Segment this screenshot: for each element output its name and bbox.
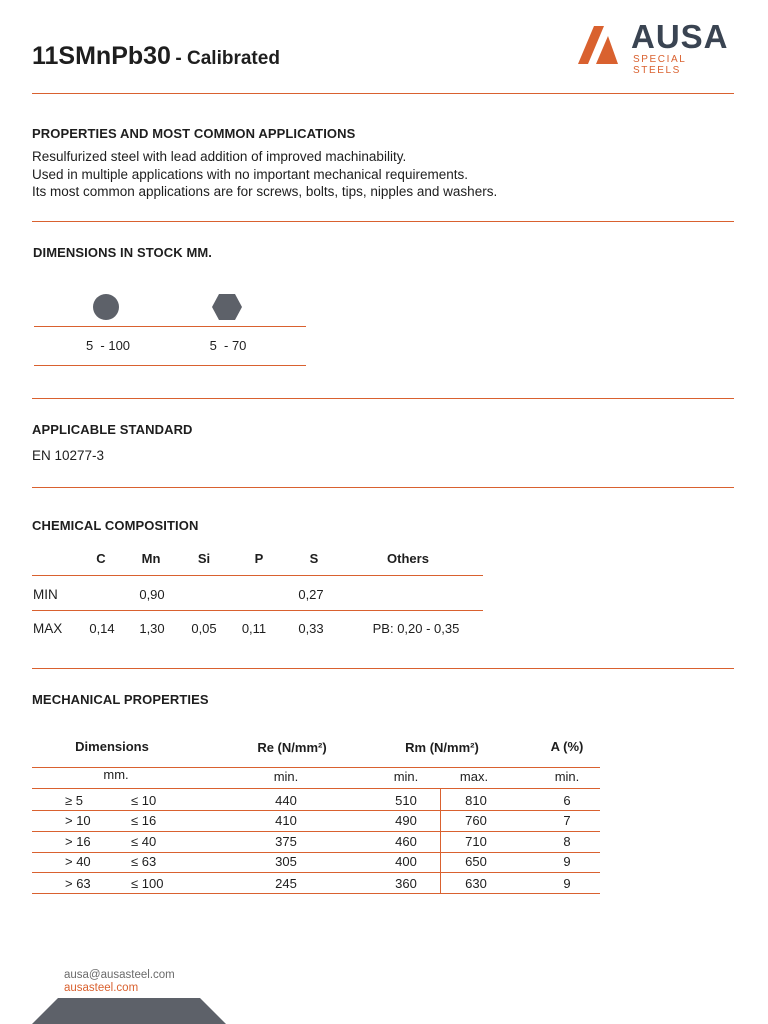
properties-line: Used in multiple applications with no important mechanical requirements.	[32, 166, 468, 182]
standard-heading: APPLICABLE STANDARD	[32, 422, 193, 437]
mech-a: 7	[563, 813, 571, 828]
chem-cell: 0,27	[298, 587, 324, 602]
mech-sub-mm: mm.	[103, 767, 129, 782]
properties-line: Its most common applications are for screws, bolts, tips, nipples and washers.	[32, 184, 498, 199]
chem-table-rule	[32, 575, 483, 576]
divider	[32, 221, 734, 222]
mech-rm-max: 650	[465, 854, 487, 869]
mech-sub-re-min: min.	[273, 769, 299, 784]
footer-email-link[interactable]: ausa@ausasteel.com	[64, 969, 175, 981]
mech-re: 440	[275, 793, 297, 808]
chem-cell: 0,33	[298, 621, 324, 636]
mech-table-rule	[32, 810, 600, 811]
mechanical-heading: MECHANICAL PROPERTIES	[32, 692, 209, 707]
mech-rm-min: 460	[395, 834, 417, 849]
mech-col-a: A (%)	[550, 739, 584, 754]
chem-col-p: P	[254, 551, 264, 566]
chem-col-c: C	[96, 551, 106, 566]
mech-re: 245	[275, 876, 297, 891]
mech-rm-max: 630	[465, 876, 487, 891]
steel-grade: 11SMnPb30	[32, 42, 171, 70]
round-range: 5 - 100	[85, 338, 131, 353]
dimensions-heading: DIMENSIONS IN STOCK MM.	[33, 245, 213, 260]
divider	[32, 487, 734, 488]
page-title	[32, 42, 280, 71]
footer-bar-shape	[32, 998, 228, 1024]
mech-to: ≤ 10	[131, 793, 157, 808]
mech-col-re: Re (N/mm²)	[257, 740, 327, 755]
mech-rm-min: 490	[395, 813, 417, 828]
divider	[32, 398, 734, 399]
mech-re: 375	[275, 834, 297, 849]
mech-rm-min: 510	[395, 793, 417, 808]
steel-finish: - Calibrated	[175, 48, 280, 69]
mech-col-rm: Rm (N/mm²)	[405, 740, 479, 755]
mech-from: > 10	[65, 813, 91, 828]
chem-cell: 0,14	[89, 621, 115, 636]
mech-sub-rm-max: max.	[459, 769, 489, 784]
properties-text	[32, 148, 497, 201]
properties-line: Resulfurized steel with lead addition of improved machinability.	[32, 149, 407, 164]
mech-a: 8	[563, 834, 571, 849]
mech-to: ≤ 100	[131, 876, 164, 891]
rm-column-separator	[440, 789, 441, 894]
round-bar-icon	[92, 293, 120, 321]
hexagon-range: 5 - 70	[209, 338, 247, 353]
chem-cell: 0,11	[241, 621, 267, 636]
chemical-heading: CHEMICAL COMPOSITION	[32, 518, 199, 533]
mech-rm-min: 360	[395, 876, 417, 891]
divider	[32, 668, 734, 669]
ausa-logo	[578, 18, 736, 76]
footer-website-link[interactable]: ausasteel.com	[64, 982, 139, 994]
ausa-logo-mark-icon	[578, 26, 626, 66]
mech-rm-min: 400	[395, 854, 417, 869]
chem-cell: 1,30	[139, 621, 165, 636]
mech-table-rule	[32, 872, 600, 873]
mech-table-rule	[32, 852, 600, 853]
mech-rm-max: 760	[465, 813, 487, 828]
mech-col-dimensions: Dimensions	[75, 739, 149, 754]
brand-name: AUSA	[631, 18, 729, 55]
dimensions-table-rule	[34, 365, 306, 366]
chem-row-label: MAX	[33, 621, 63, 636]
dimensions-table-rule	[34, 326, 306, 327]
mech-from: ≥ 5	[65, 793, 83, 808]
chem-cell: 0,05	[191, 621, 217, 636]
mech-table-rule	[32, 788, 600, 789]
standard-value: EN 10277-3	[32, 448, 105, 463]
mech-a: 9	[563, 876, 571, 891]
chem-cell: PB: 0,20 - 0,35	[372, 621, 460, 636]
divider	[32, 93, 734, 94]
mech-to: ≤ 63	[131, 854, 157, 869]
mech-to: ≤ 40	[131, 834, 157, 849]
chem-row-label: MIN	[33, 587, 58, 602]
mech-re: 410	[275, 813, 297, 828]
mech-re: 305	[275, 854, 297, 869]
mech-sub-a-min: min.	[554, 769, 580, 784]
mech-table-rule	[32, 893, 600, 894]
mech-rm-max: 810	[465, 793, 487, 808]
mech-from: > 40	[65, 854, 91, 869]
mech-a: 9	[563, 854, 571, 869]
properties-heading: PROPERTIES AND MOST COMMON APPLICATIONS	[32, 126, 356, 141]
chem-col-s: S	[309, 551, 319, 566]
mech-to: ≤ 16	[131, 813, 157, 828]
mech-rm-max: 710	[465, 834, 487, 849]
chem-col-others: Others	[387, 551, 429, 566]
chem-table-rule	[32, 610, 483, 611]
brand-tagline: SPECIAL STEELS	[633, 54, 687, 76]
mech-from: > 63	[65, 876, 91, 891]
mech-sub-rm-min: min.	[393, 769, 419, 784]
chem-col-si: Si	[197, 551, 211, 566]
mech-table-rule	[32, 831, 600, 832]
chem-col-mn: Mn	[141, 551, 161, 566]
chem-cell: 0,90	[139, 587, 165, 602]
mech-from: > 16	[65, 834, 91, 849]
mech-a: 6	[563, 793, 571, 808]
hexagon-bar-icon	[211, 293, 243, 321]
